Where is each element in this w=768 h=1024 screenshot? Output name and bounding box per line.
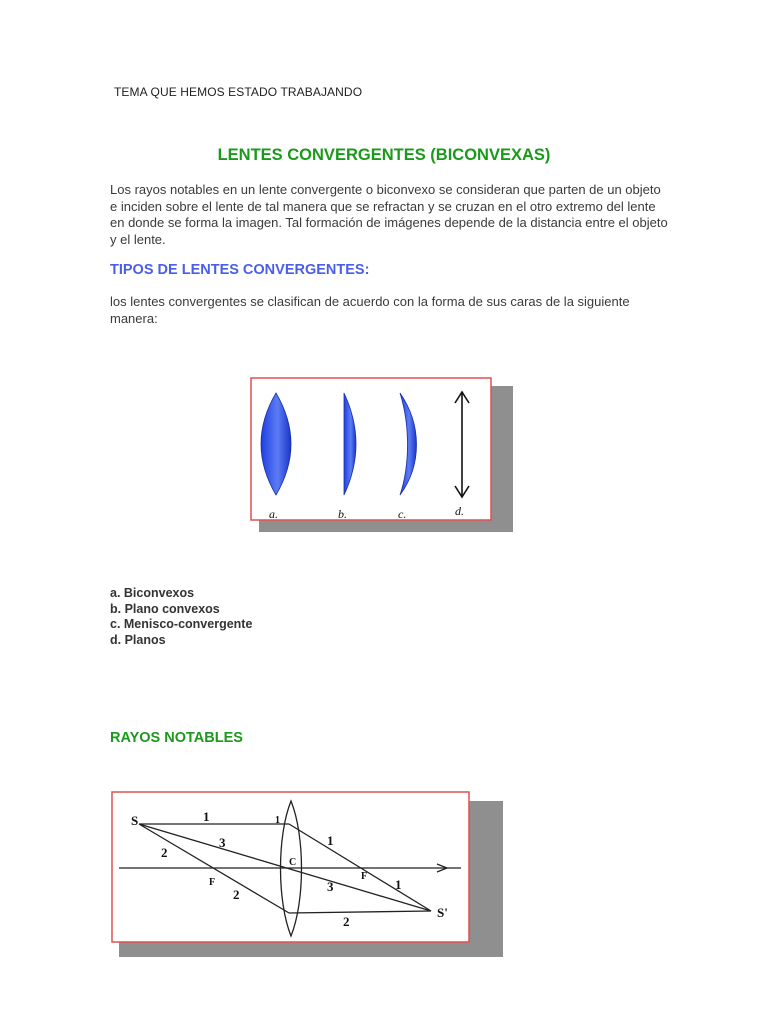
point-label-focus-right: F [361, 871, 368, 882]
point-label-image: S' [437, 905, 448, 920]
section-heading-types: TIPOS DE LENTES CONVERGENTES: [110, 262, 370, 278]
document-title: LENTES CONVERGENTES (BICONVEXAS) [217, 146, 551, 164]
section-heading-rays: RAYOS NOTABLES [110, 730, 243, 746]
ray-number-2-refracted: 2 [343, 914, 350, 929]
ray-number-1-refracted: 1 [327, 833, 334, 848]
lens-label-b: b. [338, 507, 347, 521]
point-label-object: S [131, 813, 139, 828]
lens-label-c: c. [398, 507, 407, 521]
ray-number-3-refracted: 3 [327, 879, 334, 894]
list-item: c. Menisco-convergente [110, 617, 253, 631]
point-label-top: 1 [275, 815, 280, 826]
ray-number-1-near-image: 1 [395, 877, 402, 892]
list-item: a. Biconvexos [110, 586, 195, 600]
document-topline: TEMA QUE HEMOS ESTADO TRABAJANDO [114, 85, 363, 99]
intro-paragraph: Los rayos notables en un lente convergente o biconvexo se consideran que parten de un objeto e inciden sobre el lente de tal manera que se refractan y se cruzan en el otro extremo del lente en donde se forma la imagen. Tal formación de imágenes depende de la distancia entre el objeto y el lente. [110, 182, 668, 247]
lens-type-list [110, 586, 252, 648]
notable-rays-figure [111, 791, 503, 957]
types-paragraph: los lentes convergentes se clasifican de acuerdo con la forma de sus caras de la siguiente manera: [110, 294, 630, 326]
list-item: b. Plano convexos [110, 601, 220, 616]
ray-number-2-incident-lower: 2 [233, 887, 240, 902]
lens-label-d: d. [455, 504, 464, 518]
lens-label-a: a. [269, 507, 278, 521]
ray-number-1: 1 [203, 809, 210, 824]
point-label-center: C [289, 857, 297, 868]
list-item: d. Planos [110, 632, 166, 647]
ray-number-3: 3 [219, 835, 226, 850]
point-label-focus-left: F [209, 877, 216, 888]
lens-types-figure [250, 377, 515, 535]
ray-number-2: 2 [161, 845, 168, 860]
